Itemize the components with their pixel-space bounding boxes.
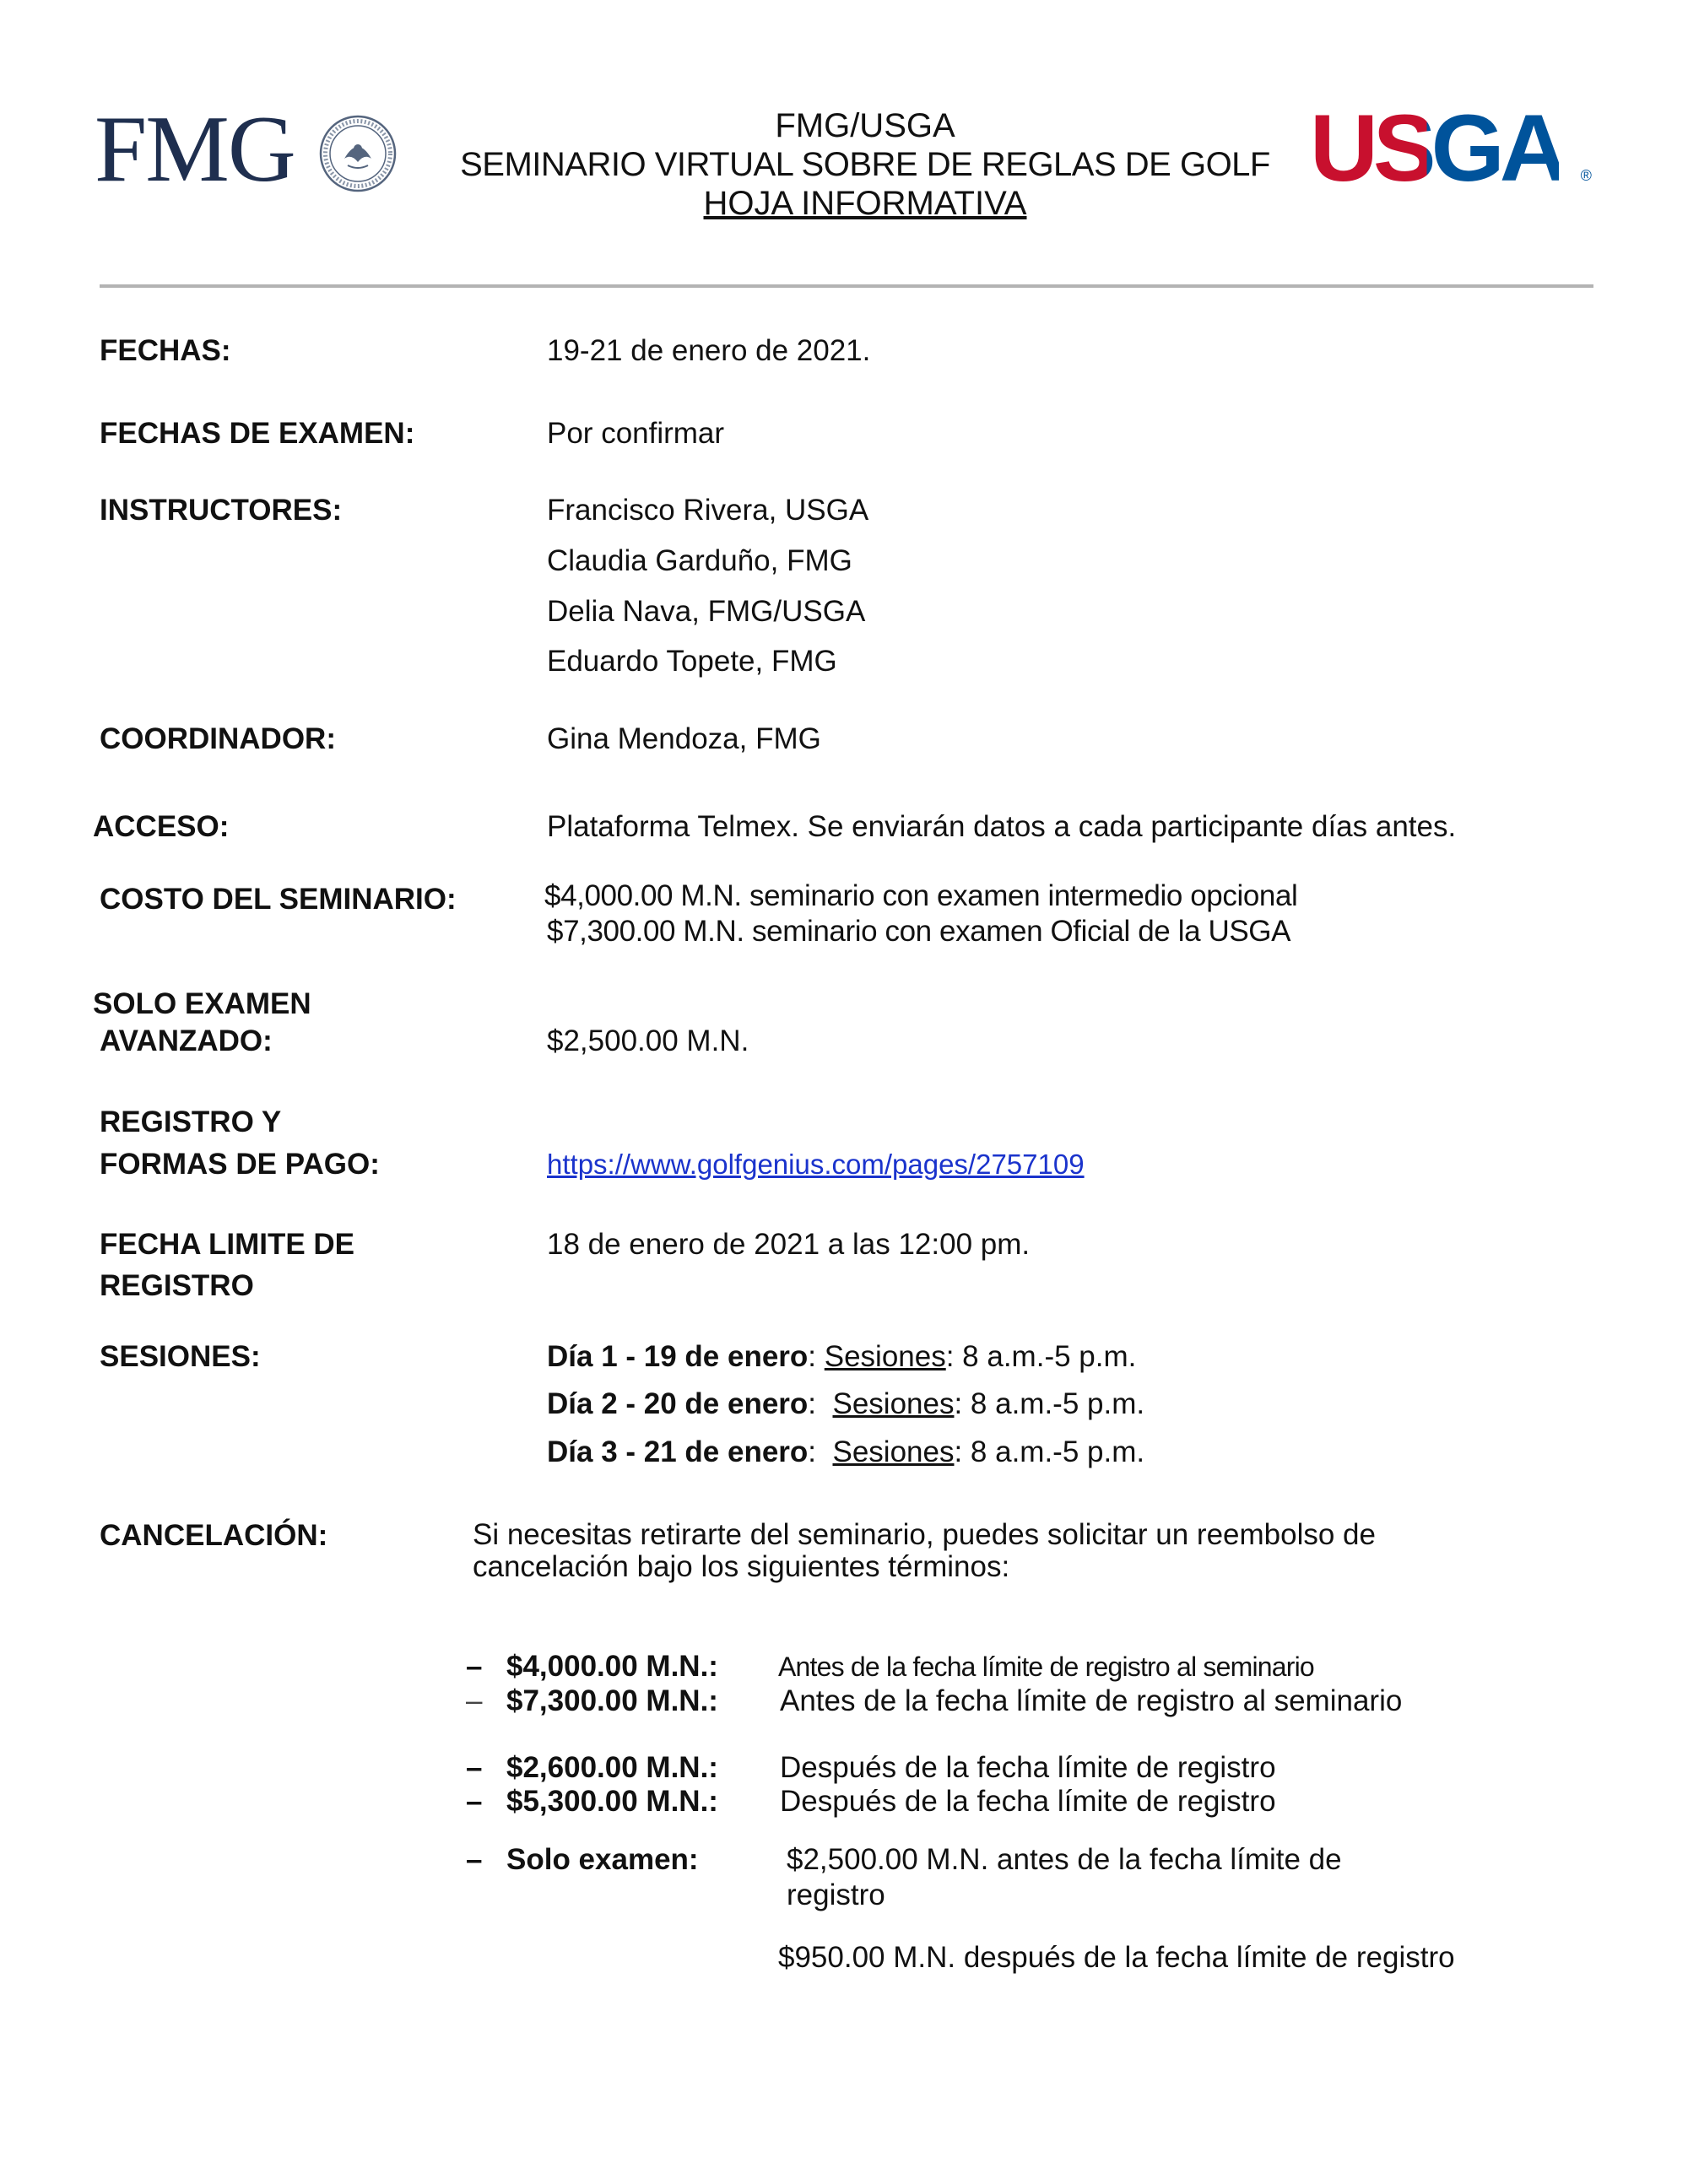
cancel-dash-1: – [466,1650,483,1683]
fechas-value: 19-21 de enero de 2021. [547,334,871,367]
sesion-day-3: Día 3 - 21 de enero [547,1435,809,1468]
examen-label: FECHAS DE EXAMEN: [100,417,415,450]
instructor-2: Claudia Garduño, FMG [547,544,852,577]
cancel-solo-amount: Solo examen: [506,1843,699,1876]
solo-examen-value: $2,500.00 M.N. [547,1024,749,1057]
cancel-desc-2: Antes de la fecha límite de registro al seminario [780,1684,1403,1717]
cancel-amount-1: $4,000.00 M.N.: [506,1650,718,1683]
sesion-day-1: Día 1 - 19 de enero [547,1340,809,1373]
fmg-seal-icon [319,115,397,192]
instructor-1: Francisco Rivera, USGA [547,494,869,527]
cancel-solo-desc-2: registro [787,1879,885,1911]
cancel-dash-4: – [466,1785,483,1818]
costo-label: COSTO DEL SEMINARIO: [100,883,457,916]
fmg-logo-text: FMG [95,97,295,202]
fmg-logo [95,97,314,202]
cancel-desc-4: Después de la fecha límite de registro [780,1785,1276,1818]
sesion-word-3: Sesiones [832,1435,955,1468]
sesion-time-2: : 8 a.m.-5 p.m. [954,1387,1145,1420]
limite-value: 18 de enero de 2021 a las 12:00 pm. [547,1228,1031,1261]
cancel-dash-3: – [466,1751,483,1784]
costo-value-2: $7,300.00 M.N. seminario con examen Oficial de la USGA [547,915,1291,948]
cancel-solo-desc-extra: $950.00 M.N. después de la fecha límite de registro [778,1941,1455,1974]
acceso-label: ACCESO: [93,810,230,843]
sesion-word-1: Sesiones [824,1340,946,1373]
sesion-time-3: : 8 a.m.-5 p.m. [954,1435,1145,1468]
sesion-word-2: Sesiones [832,1387,955,1420]
coordinador-label: COORDINADOR: [100,722,336,755]
cancel-amount-3: $2,600.00 M.N.: [506,1751,718,1784]
instructor-3: Delia Nava, FMG/USGA [547,595,866,628]
sesiones-label: SESIONES: [100,1340,261,1373]
costo-value-1: $4,000.00 M.N. seminario con examen intermedio opcional [544,879,1298,912]
solo-examen-label-2: AVANZADO: [100,1024,273,1057]
registro-link[interactable]: https://www.golfgenius.com/pages/2757109 [547,1149,1085,1180]
solo-examen-label-1: SOLO EXAMEN [93,987,311,1020]
limite-label-1: FECHA LIMITE DE [100,1228,355,1261]
header-line-1: FMG/USGA [775,107,955,144]
cancel-desc-1: Antes de la fecha límite de registro al seminario [778,1652,1314,1682]
sesion-row-2: Día 2 - 20 de enero: Sesiones: 8 a.m.-5 p.m. [547,1387,1145,1420]
sesion-time-1: : 8 a.m.-5 p.m. [945,1340,1137,1373]
cancel-dash-5: – [466,1843,483,1876]
cancel-solo-desc-1: $2,500.00 M.N. antes de la fecha límite de [787,1843,1342,1876]
registro-label-1: REGISTRO Y [100,1106,282,1138]
usga-logo [1310,95,1597,201]
usga-logo-text: USGA [1310,95,1560,201]
header-line-2: SEMINARIO VIRTUAL SOBRE DE REGLAS DE GOLF [460,146,1270,183]
sesion-row-1: Día 1 - 19 de enero: Sesiones: 8 a.m.-5 p.m. [547,1340,1137,1373]
examen-value: Por confirmar [547,417,725,450]
coordinador-value: Gina Mendoza, FMG [547,722,821,755]
instructor-4: Eduardo Topete, FMG [547,645,837,678]
sesion-day-2: Día 2 - 20 de enero [547,1387,809,1420]
cancel-amount-2: $7,300.00 M.N.: [506,1684,718,1717]
cancel-desc-3: Después de la fecha límite de registro [780,1751,1276,1784]
usga-registered-mark: ® [1580,167,1592,184]
limite-label-2: REGISTRO [100,1269,254,1302]
cancel-amount-4: $5,300.00 M.N.: [506,1785,718,1818]
cancelacion-intro-1: Si necesitas retirarte del seminario, puedes solicitar un reembolso de [473,1518,1376,1551]
header-title: HOJA INFORMATIVA [703,185,1027,222]
cancel-dash-2: – [466,1684,483,1717]
sesion-row-3: Día 3 - 21 de enero: Sesiones: 8 a.m.-5 p.m. [547,1435,1145,1468]
registro-label-2: FORMAS DE PAGO: [100,1148,380,1181]
instructores-label: INSTRUCTORES: [100,494,343,527]
acceso-value: Plataforma Telmex. Se enviarán datos a cada participante días antes. [547,810,1457,843]
header-divider [100,284,1593,288]
cancelacion-label: CANCELACIÓN: [100,1519,328,1552]
cancelacion-intro-2: cancelación bajo los siguientes términos: [473,1550,1010,1583]
fechas-label: FECHAS: [100,334,231,367]
